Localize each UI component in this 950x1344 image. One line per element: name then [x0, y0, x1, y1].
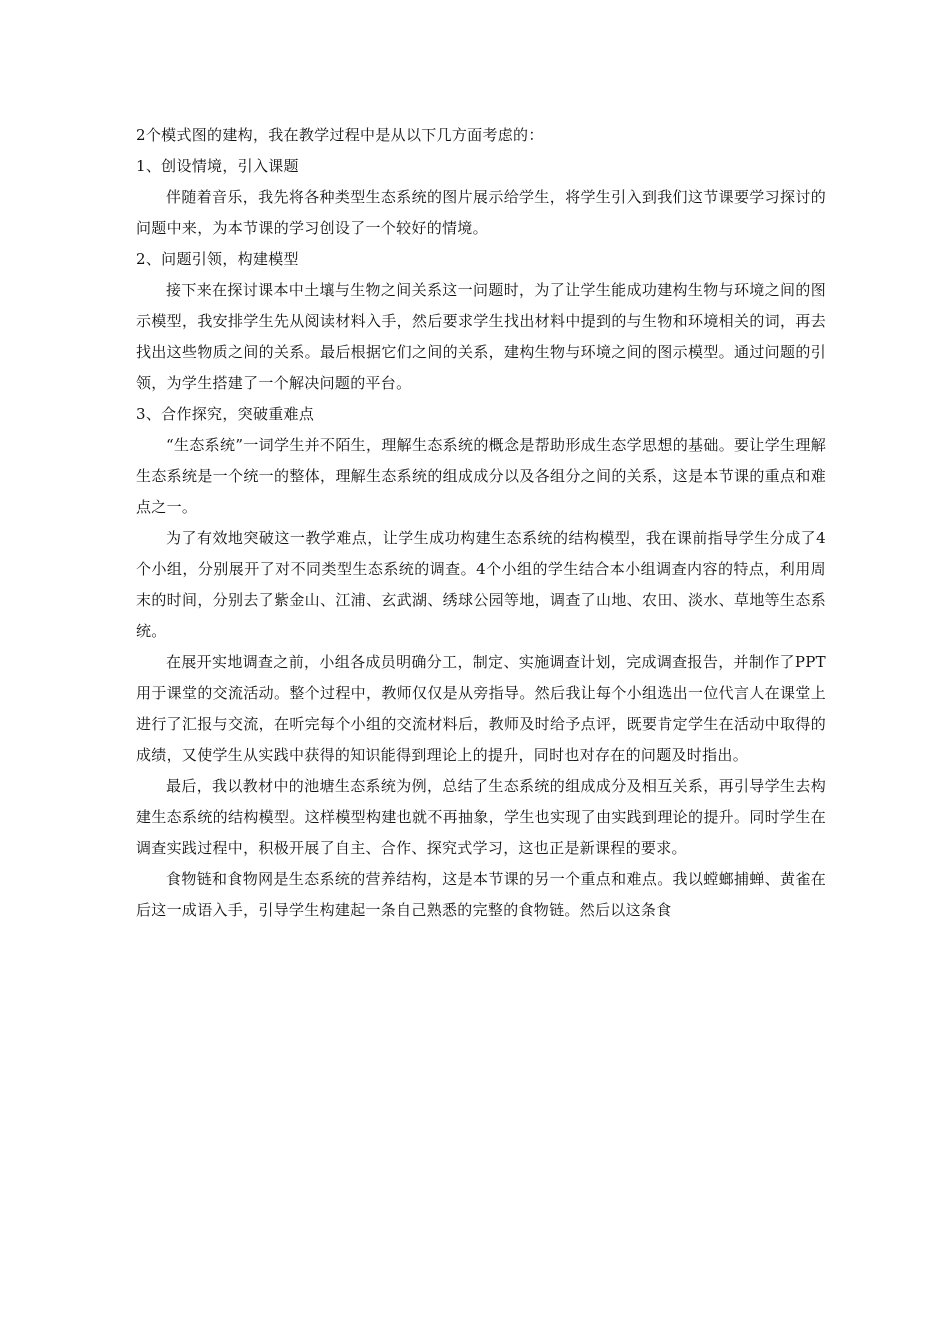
document-body — [136, 120, 826, 926]
section-3-paragraph-3: 在展开实地调查之前，小组各成员明确分工，制定、实施调查计划，完成调查报告，并制作了PPT用于课堂的交流活动。整个过程中，教师仅仅是从旁指导。然后我让每个小组选出一位代言人在课堂上进行了汇报与交流，在听完每个小组的交流材料后，教师及时给予点评，既要肯定学生在活动中取得的成绩，又使学生从实践中获得的知识能得到理论上的提升，同时也对存在的问题及时指出。 — [136, 653, 826, 764]
section-2-heading: 2、问题引领，构建模型 — [136, 250, 299, 268]
section-1-heading: 1、创设情境，引入课题 — [136, 157, 299, 175]
section-2-paragraph-1: 接下来在探讨课本中土壤与生物之间关系这一问题时，为了让学生能成功建构生物与环境之间的图示模型，我安排学生先从阅读材料入手，然后要求学生找出材料中提到的与生物和环境相关的词，再去找出这些物质之间的关系。最后根据它们之间的关系，建构生物与环境之间的图示模型。通过问题的引领，为学生搭建了一个解决问题的平台。 — [136, 281, 826, 392]
section-3-paragraph-4: 最后，我以教材中的池塘生态系统为例，总结了生态系统的组成成分及相互关系，再引导学生去构建生态系统的结构模型。这样模型构建也就不再抽象，学生也实现了由实践到理论的提升。同时学生在调查实践过程中，积极开展了自主、合作、探究式学习，这也正是新课程的要求。 — [136, 777, 826, 857]
section-3-paragraph-1: “生态系统”一词学生并不陌生，理解生态系统的概念是帮助形成生态学思想的基础。要让学生理解生态系统是一个统一的整体，理解生态系统的组成成分以及各组分之间的关系，这是本节课的重点和难点之一。 — [136, 436, 826, 516]
section-3-heading: 3、合作探究，突破重难点 — [136, 405, 315, 423]
section-1-paragraph-1: 伴随着音乐，我先将各种类型生态系统的图片展示给学生，将学生引入到我们这节课要学习探讨的问题中来，为本节课的学习创设了一个较好的情境。 — [136, 188, 826, 237]
section-3-paragraph-2: 为了有效地突破这一教学难点，让学生成功构建生态系统的结构模型，我在课前指导学生分成了4个小组，分别展开了对不同类型生态系统的调查。4个小组的学生结合本小组调查内容的特点，利用周末的时间，分别去了紫金山、江浦、玄武湖、绣球公园等地，调查了山地、农田、淡水、草地等生态系统。 — [136, 529, 826, 640]
intro-line: 2个模式图的建构，我在教学过程中是从以下几方面考虑的： — [136, 126, 544, 144]
section-3-paragraph-5: 食物链和食物网是生态系统的营养结构，这是本节课的另一个重点和难点。我以螳螂捕蝉、黄雀在后这一成语入手，引导学生构建起一条自己熟悉的完整的食物链。然后以这条食 — [136, 870, 826, 919]
